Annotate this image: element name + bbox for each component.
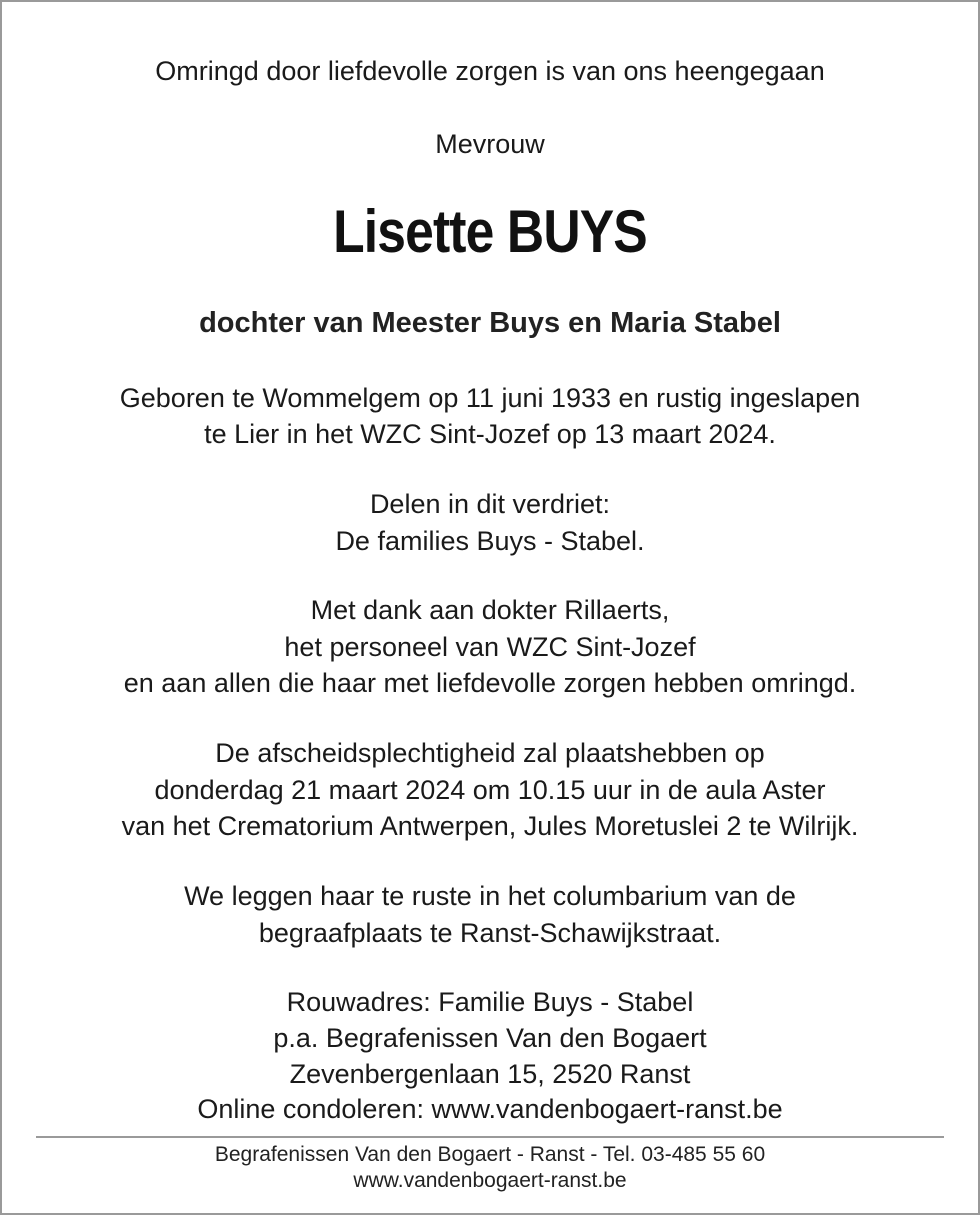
online-condolences: Online condoleren: www.vandenbogaert-ranst.be — [197, 1094, 783, 1124]
deceased-name: Lisette BUYS — [333, 198, 647, 265]
birth-line-2: te Lier in het WZC Sint-Jozef op 13 maart 2024. — [204, 419, 776, 449]
mourners-line-1: Delen in dit verdriet: — [369, 489, 611, 519]
address-line-1: Rouwadres: Familie Buys - Stabel — [286, 987, 694, 1017]
ceremony-line-2: donderdag 21 maart 2024 om 10.15 uur in de aula Aster — [154, 775, 826, 805]
salutation: Mevrouw — [435, 129, 545, 159]
parents-line: dochter van Meester Buys en Maria Stabel — [199, 307, 781, 339]
intro-text: Omringd door liefdevolle zorgen is van ons heengegaan — [155, 56, 825, 86]
thanks-line-2: het personeel van WZC Sint-Jozef — [284, 632, 696, 662]
footer-website: www.vandenbogaert-ranst.be — [353, 1169, 627, 1192]
footer-divider — [36, 1136, 944, 1138]
ceremony-line-1: De afscheidsplechtigheid zal plaatshebben op — [215, 738, 765, 768]
footer-company: Begrafenissen Van den Bogaert - Ranst - Tel. 03-485 55 60 — [214, 1143, 766, 1166]
resting-line-1: We leggen haar te ruste in het columbarium van de — [184, 881, 796, 911]
thanks-line-3: en aan allen die haar met liefdevolle zorgen hebben omringd. — [123, 668, 857, 698]
thanks-line-1: Met dank aan dokter Rillaerts, — [310, 595, 670, 625]
address-line-3: Zevenbergenlaan 15, 2520 Ranst — [289, 1059, 691, 1089]
birth-line-1: Geboren te Wommelgem op 11 juni 1933 en rustig ingeslapen — [119, 383, 861, 413]
resting-line-2: begraafplaats te Ranst-Schawijkstraat. — [258, 918, 722, 948]
mourners-line-2: De families Buys - Stabel. — [335, 526, 645, 556]
ceremony-line-3: van het Crematorium Antwerpen, Jules Moretuslei 2 te Wilrijk. — [121, 811, 859, 841]
address-line-2: p.a. Begrafenissen Van den Bogaert — [273, 1023, 707, 1053]
